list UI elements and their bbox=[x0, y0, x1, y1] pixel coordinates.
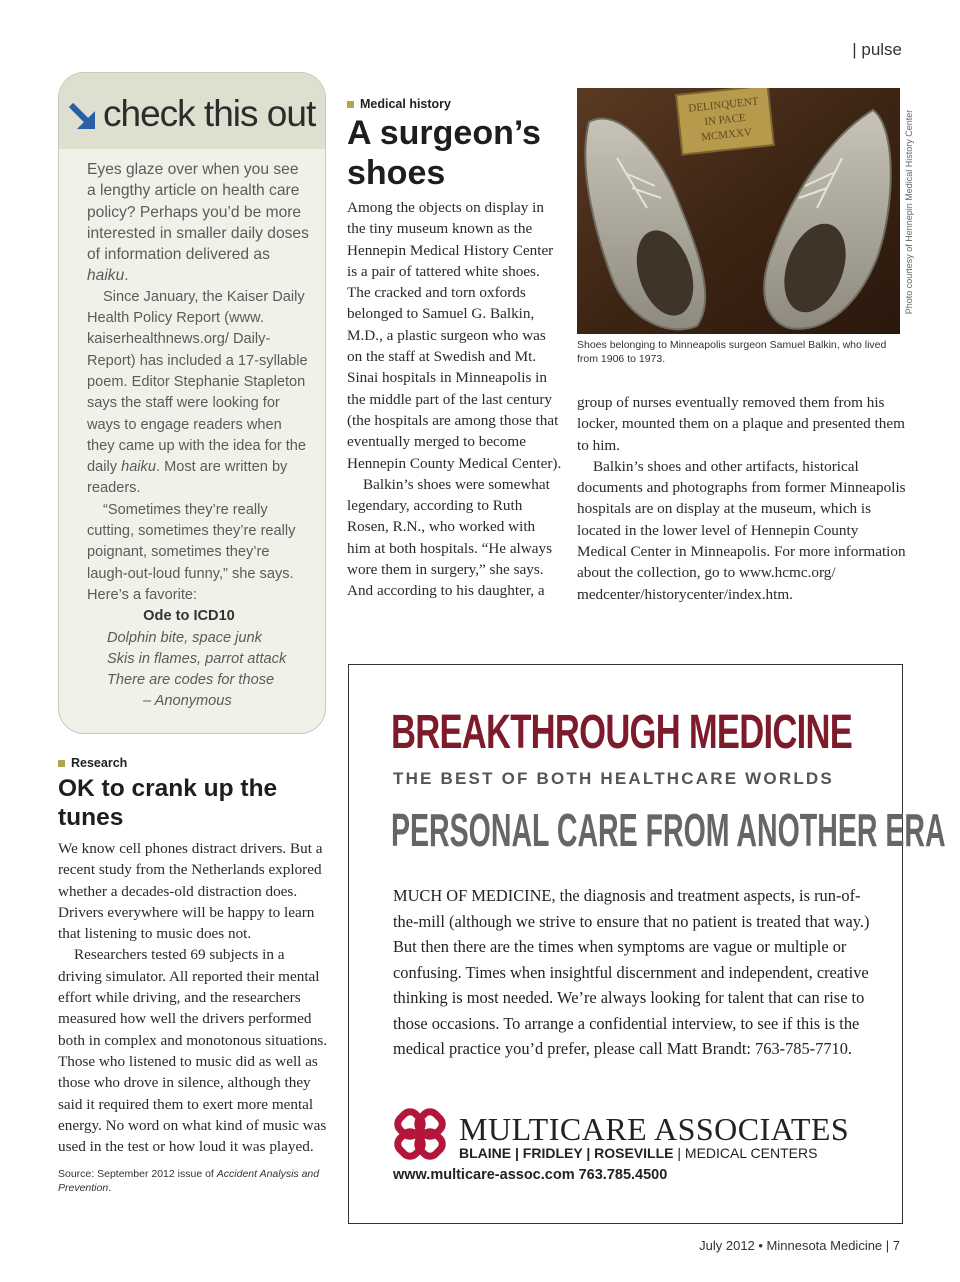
article-paragraph: group of nurses eventually removed them from his locker, mounted them on a plaque and presented them to him. bbox=[577, 394, 905, 454]
article-source: Source: September 2012 issue of Accident Analysis and Prevention. bbox=[58, 1168, 320, 1195]
plaque-text: MCMXXV bbox=[700, 126, 753, 144]
sidebar-body bbox=[59, 149, 325, 713]
article-headline: OK to crank up the tunes bbox=[58, 775, 278, 831]
sidebar-header bbox=[59, 73, 325, 149]
poem-title: Ode to ICD10 bbox=[143, 608, 235, 625]
plaque-text: IN PACE bbox=[703, 111, 747, 129]
multicare-logo-icon bbox=[391, 1105, 449, 1163]
article-body bbox=[58, 838, 328, 1157]
article-paragraph: Researchers tested 69 subjects in a driving simulator. All reported their mental effort while driving, and the researchers measured how well the drivers performed both in complex and monotonous situations. Those who listened to music did as well as those who drove in silence, although they said it required them to exert more mental energy. No word on what kind of music was used in the test or how loud it was played. bbox=[58, 946, 328, 1156]
kicker-square-icon bbox=[58, 760, 65, 767]
ad-title: BREAKTHROUGH MEDICINE bbox=[391, 706, 853, 759]
shoes-photo bbox=[577, 88, 900, 334]
article-headline: A surgeon’s shoes bbox=[347, 114, 541, 192]
kicker-square-icon bbox=[347, 101, 354, 108]
arrow-down-right-icon bbox=[67, 101, 99, 133]
poem-line: There are codes for those bbox=[107, 672, 275, 689]
plaque-text: DELINQUENT bbox=[687, 95, 759, 115]
photo-caption: Shoes belonging to Minneapolis surgeon Samuel Balkin, who lived from 1906 to 1973. bbox=[577, 339, 887, 365]
article-continuation bbox=[577, 392, 907, 605]
page-footer: July 2012 • Minnesota Medicine | 7 bbox=[699, 1238, 900, 1253]
check-this-out-box bbox=[58, 72, 326, 734]
ad-locations: BLAINE | FRIDLEY | ROSEVILLE | MEDICAL CENTERS bbox=[459, 1145, 818, 1161]
sidebar-paragraph: Since January, the Kaiser Daily Health Policy Report (www. kaiserhealthnews.org/ Daily-Report) has included a 17-syllable poem. Editor Stephanie Stapleton says the staff were looking for ways to engage readers when they came up with the idea for the daily haiku. Most are written by readers. bbox=[87, 288, 308, 497]
sidebar-paragraph: “Sometimes they’re really cutting, sometimes they’re really poignant, sometimes they’re laugh-out-loud funny,” she says. Here’s a favorite: bbox=[87, 501, 296, 603]
ad-company-name: MULTICARE ASSOCIATES bbox=[459, 1111, 850, 1147]
article-paragraph: Among the objects on display in the tiny museum known as the Hennepin Medical History Center is a pair of tattered white shoes. The cracked and torn oxfords belonged to Samuel G. Balkin, M.D., a plastic surgeon who was on the staff at Swedish and Mt. Sinai hospitals in Minneapolis in the middle part of the last century (the hospitals are among those that eventually merged to become Hennepin County Medical Center). bbox=[347, 199, 562, 472]
ad-body: MUCH OF MEDICINE, the diagnosis and treatment aspects, is run-of-the-mill (although we strive to ensure that no patient is treated that way.) But then there are the times when symptoms are vague or multiple or confusing. Times when insightful discernment and independent, creative thinking is most needed. We’re always looking for talent that can rise to those occasions. To arrange a confidential interview, to see if this is the medical practice you’d prefer, please call Matt Brandt: 763-785-7710. bbox=[393, 886, 870, 1058]
research-article bbox=[58, 756, 328, 1195]
medical-history-article bbox=[347, 97, 562, 602]
section-kicker: Research bbox=[58, 756, 328, 770]
poem-line: Dolphin bite, space junk bbox=[107, 629, 262, 646]
poem-line: Skis in flames, parrot attack bbox=[107, 650, 287, 667]
poem-author: – Anonymous bbox=[143, 693, 232, 710]
article-body bbox=[347, 197, 562, 602]
sidebar-title: check this out bbox=[103, 93, 316, 134]
article-paragraph: We know cell phones distract drivers. But a recent study from the Netherlands explored whether a decades-old distraction does. Drivers everywhere will be happy to learn that listening to music does not. bbox=[58, 840, 323, 943]
photo-credit: Photo courtesy of Hennepin Medical History Center bbox=[904, 109, 914, 315]
ad-title-secondary: PERSONAL CARE FROM ANOTHER ERA bbox=[391, 804, 946, 856]
shoes-image bbox=[577, 88, 900, 334]
ad-subtitle: THE BEST OF BOTH HEALTHCARE WORLDS bbox=[393, 769, 834, 788]
section-tag: | pulse bbox=[852, 40, 902, 59]
article-paragraph: Balkin’s shoes and other artifacts, historical documents and photographs from former Minneapolis hospitals are on display at the museum, which is located in the lower level of Hennepin County Medical Center in Minneapolis. For more information about the collection, go to www.hcmc.org/ medcenter/historycenter/index.htm. bbox=[577, 457, 906, 603]
multicare-advertisement bbox=[348, 664, 946, 1224]
section-kicker: Medical history bbox=[347, 97, 562, 111]
article-paragraph: Balkin’s shoes were somewhat legendary, according to Ruth Rosen, R.N., who worked with him at both hospitals. “He always wore them in surgery,” she says. And according to his daughter, a bbox=[347, 475, 552, 600]
sidebar-paragraph: Eyes glaze over when you see a lengthy article on health care policy? Perhaps you’d be more interested in smaller daily doses of information delivered as haiku. bbox=[87, 161, 309, 285]
ad-contact: www.multicare-assoc.com 763.785.4500 bbox=[393, 1167, 668, 1183]
